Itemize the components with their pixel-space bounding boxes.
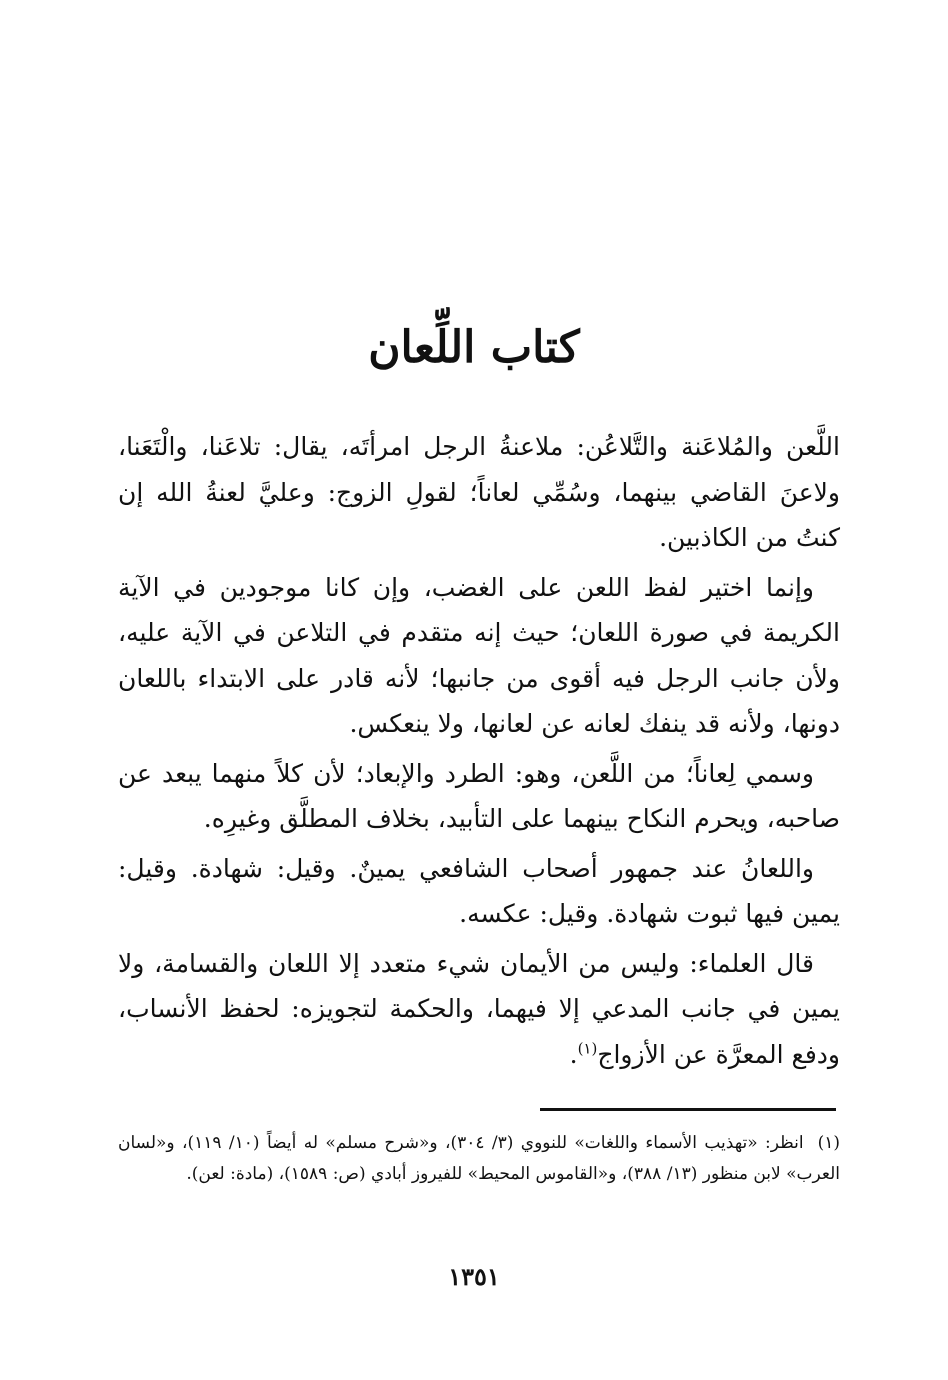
paragraph-ruling: واللعانُ عند جمهور أصحاب الشافعي يمينٌ. وقيل: شهادة. وقيل: يمين فيها ثبوت شهادة. وقيل: عكسه. — [118, 853, 840, 928]
footnote-divider — [540, 1108, 836, 1111]
paragraph-naming: وسمي لِعاناً؛ من اللَّعن، وهو: الطرد والإبعاد؛ لأن كلاً منهما يبعد عن صاحبه، ويحرم النكاح بينهما على التأبيد، بخلاف المطلَّق وغيرِه. — [118, 758, 840, 833]
chapter-title: كتاب اللِّعان — [368, 322, 580, 373]
paragraph-scholars — [118, 941, 840, 1078]
paragraph-definition: اللَّعن والمُلاعَنة والتَّلاعُن: ملاعنةُ الرجل امرأتَه، يقال: تلاعَنا، والْتَعَنا، ولاعنَ القاضي بينهما، وسُمِّي لعاناً؛ لقولِ الزوج: وعليَّ لعنةُ الله إن كنتُ من الكاذبين. — [118, 432, 840, 552]
paragraph-word-choice: وإنما اختير لفظ اللعن على الغضب، وإن كانا موجودين في الآية الكريمة في صورة اللعان؛ حيث إنه متقدم في التلاعن في الآية عليه، ولأن جانب الرجل فيه أقوى من جانبها؛ لأنه قادر على الابتداء باللعان دونها، ولأنه قد ينفك لعانه عن لعانها، ولا ينعكس. — [118, 572, 840, 738]
footnotes — [118, 1128, 840, 1190]
main-text — [118, 424, 840, 1081]
footnote-reference[interactable]: (١) — [577, 1039, 598, 1058]
footnote-number: (١) — [817, 1133, 840, 1153]
footnote-text: انظر: «تهذيب الأسماء واللغات» للنووي (٣/ ٣٠٤)، و«شرح مسلم» له أيضاً (١٠/ ١١٩)، و«لسان العرب» لابن منظور (١٣/ ٣٨٨)، و«القاموس المحيط» للفيروز أبادي (ص: ١٥٨٩)، (مادة: لعن). — [118, 1133, 840, 1184]
paragraph-scholars-text: قال العلماء: وليس من الأيمان شيء متعدد إلا اللعان والقسامة، ولا يمين في جانب المدعي إلا فيهما، والحكمة لتجويزه: لحفظ الأنساب، ودفع المعرَّة عن الأزواج — [118, 948, 840, 1069]
page-number: ١٣٥١ — [448, 1262, 500, 1291]
paragraph-end-mark: . — [569, 1039, 578, 1069]
